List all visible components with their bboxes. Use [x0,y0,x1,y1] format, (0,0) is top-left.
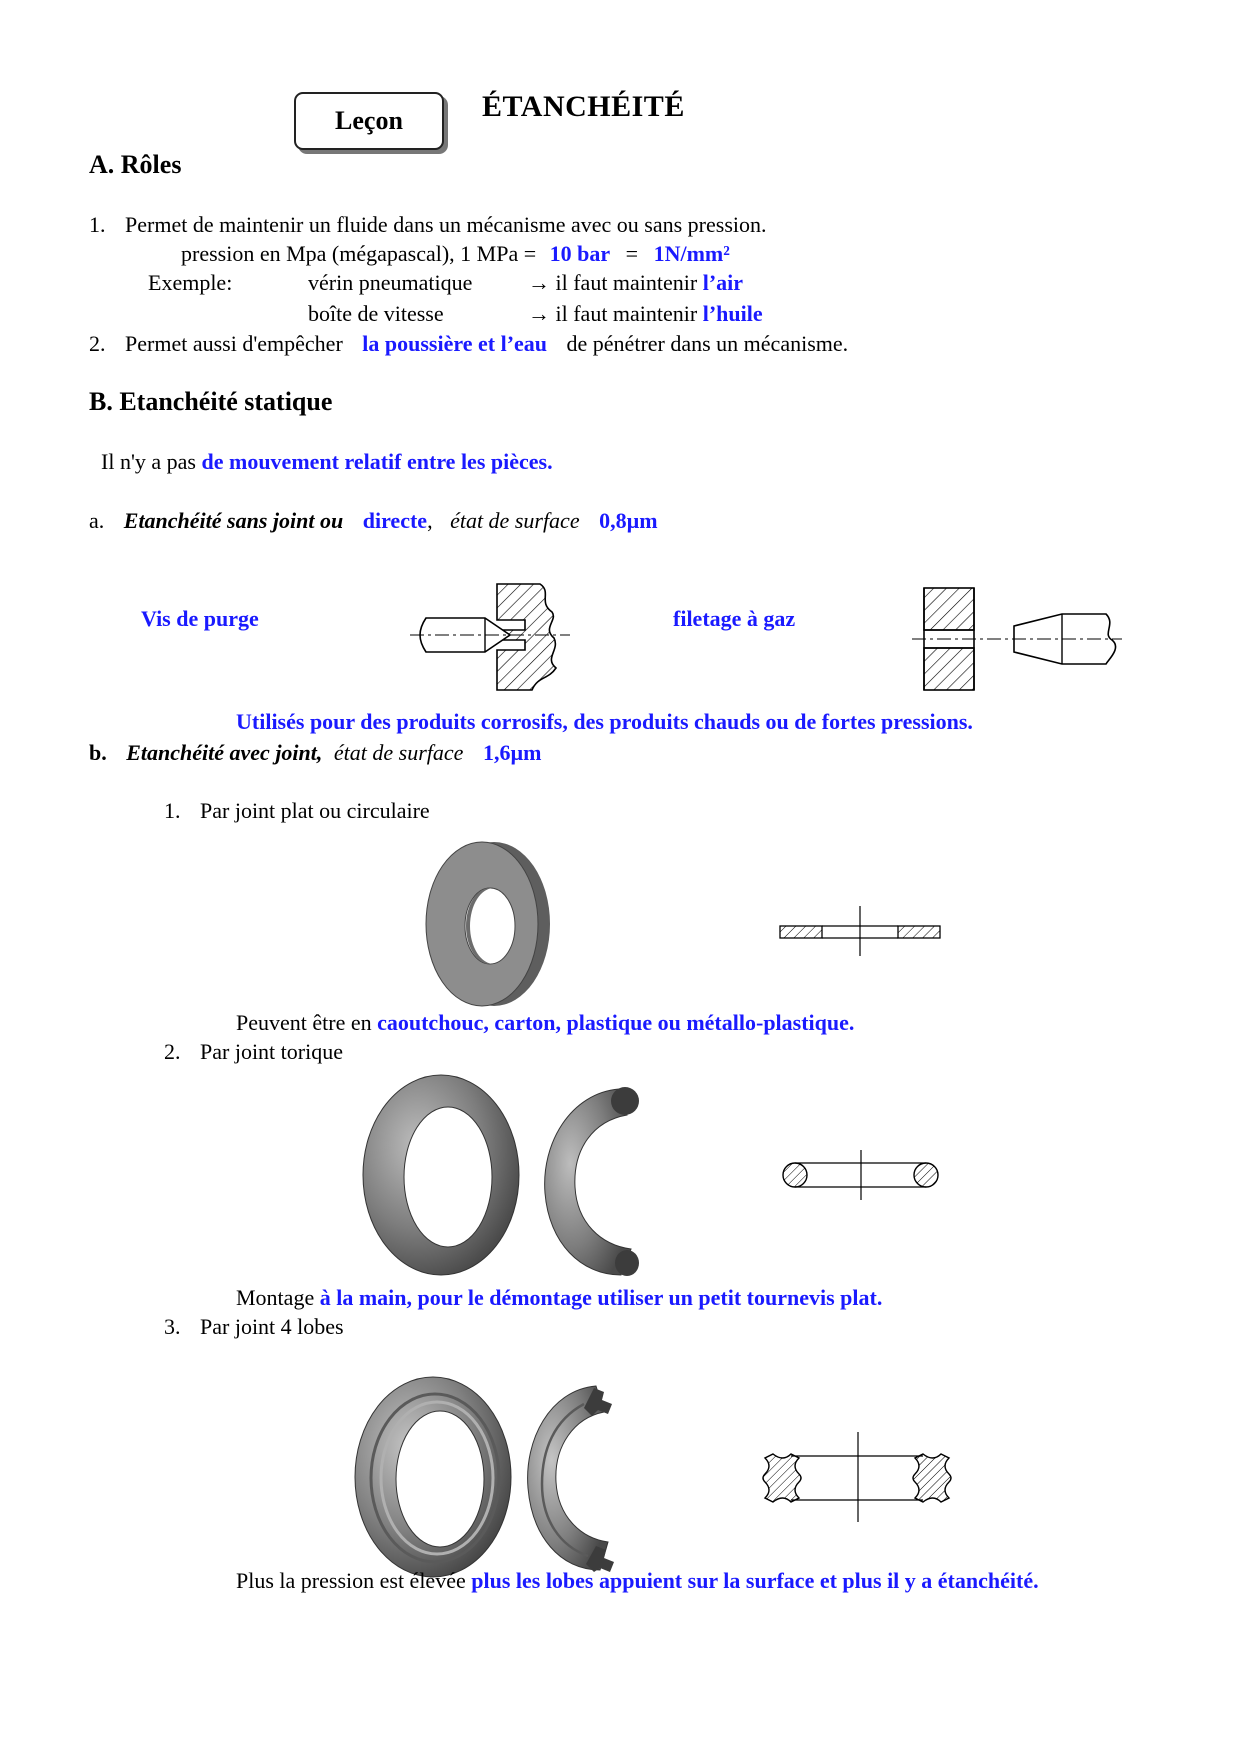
joint-2-note [236,1285,882,1311]
intro-highlight: de mouvement relatif entre les pièces. [201,449,553,474]
lecon-badge [294,92,444,150]
filetage-gaz-drawing [912,584,1122,694]
surface-value: 1,6µm [482,740,542,765]
subsection-b-line [89,740,541,766]
item-text-end: de pénétrer dans un mécanisme. [566,331,849,356]
vis-purge-label: Vis de purge [141,606,259,631]
item-text: Par joint torique [200,1039,343,1064]
example-2-arrow: → il faut maintenir [528,301,698,326]
static-intro [101,449,553,475]
o-ring-3d [358,1070,524,1280]
item-number: 1. [164,798,181,823]
example-1-result [528,270,743,296]
subsection-title: Etanchéité sans joint ou [123,508,344,533]
joint-3-heading [164,1314,344,1340]
pressure-bar-value: 10 bar [549,241,611,266]
subsection-letter: b. [89,740,107,765]
item-number: 3. [164,1314,181,1339]
joint-2-heading [164,1039,343,1065]
note-highlight: caoutchouc, carton, plastique ou métallo-plastique. [377,1010,855,1035]
o-ring-section [780,1150,942,1200]
item-text: Permet aussi d'empêcher [125,331,343,356]
note-text: Montage [236,1285,315,1310]
o-ring-cut-3d [541,1083,649,1279]
example-1-fluid: l’air [702,270,744,295]
lecon-label: Leçon [335,106,403,135]
example-1-device: vérin pneumatique [308,270,473,295]
note-text: Peuvent être en [236,1010,372,1035]
joint-3-note [236,1568,1039,1594]
subsection-letter: a. [89,508,105,533]
item-text: Par joint plat ou circulaire [200,798,430,823]
note-highlight: plus les lobes appuient sur la surface et plus il y a étanchéité. [471,1568,1039,1593]
flat-washer-section [776,906,946,956]
surface-label: état de surface [450,508,580,533]
intro-text: Il n'y a pas [101,449,196,474]
example-2-fluid: l’huile [702,301,763,326]
surface-label: état de surface [333,740,464,765]
example-1-arrow: → il faut maintenir [528,270,698,295]
usage-note: Utilisés pour des produits corrosifs, des produits chauds ou de fortes pressions. [236,709,973,734]
pressure-line [181,241,730,267]
filetage-gaz-label: filetage à gaz [673,606,796,631]
surface-value: 0,8µm [599,508,658,533]
pressure-nmm-value: 1N/mm² [653,241,730,266]
vis-de-purge-drawing [410,580,570,692]
joint-1-heading [164,798,430,824]
example-label: Exemple: [148,270,233,295]
pressure-equals: = [625,241,639,266]
page-title: ÉTANCHÉITÉ [482,90,685,123]
subsection-comma: , [427,508,433,533]
item-text: Par joint 4 lobes [200,1314,344,1339]
quad-ring-section [757,1432,957,1522]
item-highlight: la poussière et l’eau [362,331,548,356]
item-text: Permet de maintenir un fluide dans un mécanisme avec ou sans pression. [125,212,767,237]
note-highlight: à la main, pour le démontage utiliser un petit tournevis plat. [319,1285,883,1310]
example-2-result [528,301,763,327]
roles-item-1 [89,212,767,238]
item-number: 2. [164,1039,181,1064]
flat-washer-3d [420,838,555,1010]
subsection-title: Etanchéité avec joint, [126,740,323,765]
example-2-device: boîte de vitesse [308,301,444,326]
quad-ring-cut-3d [524,1380,624,1576]
quad-ring-3d [350,1372,516,1582]
item-number: 1. [89,212,106,237]
section-a-heading: A. Rôles [89,150,182,179]
pressure-text: pression en Mpa (mégapascal), 1 MPa = [181,241,537,266]
item-number: 2. [89,331,106,356]
subsection-a-line [89,508,658,534]
roles-item-2 [89,331,848,357]
section-b-heading: B. Etanchéité statique [89,387,333,416]
note-text: Plus la pression est élevée [236,1568,466,1593]
subsection-highlight: directe [362,508,428,533]
joint-1-note [236,1010,854,1036]
